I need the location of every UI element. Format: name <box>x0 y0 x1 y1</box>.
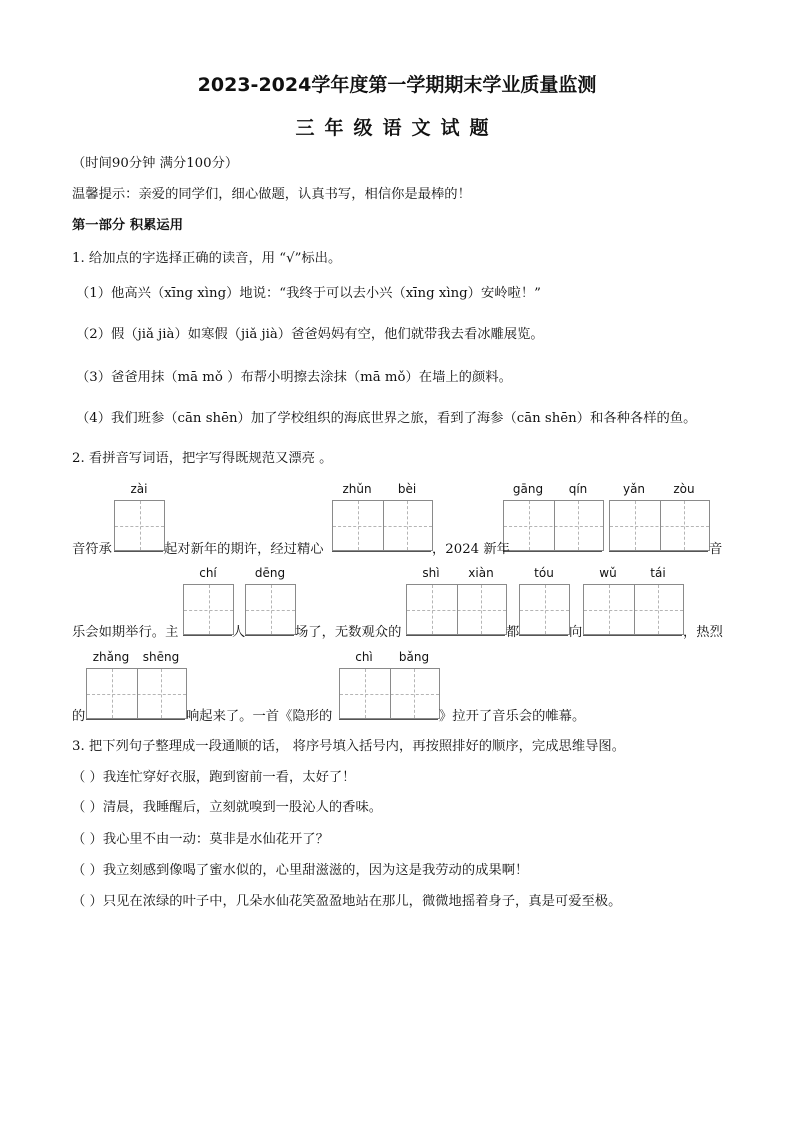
pinyin-label: shì <box>422 566 440 580</box>
q2-text: 向 <box>569 625 583 640</box>
pinyin-label: chí <box>199 566 217 580</box>
q2-text: 的 <box>72 709 86 724</box>
char-grid[interactable] <box>183 584 234 635</box>
q2-text: 乐会如期举行。主 <box>72 625 179 640</box>
pinyin-label: bǎng <box>398 650 430 664</box>
q3-item: （ ）我立刻感到像喝了蜜水似的，心里甜滋滋的，因为这是我劳动的成果啊！ <box>72 863 529 878</box>
q3-item: （ ）只见在浓绿的叶子中，几朵水仙花笑盈盈地站在那儿，微微地摇着身子，真是可爱至极。 <box>72 894 622 909</box>
exam-title: 2023-2024学年度第一学期期末学业质量监测 <box>197 74 597 96</box>
q3-item: （ ）我连忙穿好衣服，跑到窗前一看，太好了！ <box>72 770 356 785</box>
q2-text: 音 <box>709 542 723 557</box>
pinyin-label: xiàn <box>468 566 494 580</box>
q3-prompt: 3. 把下列句子整理成一段通顺的话， 将序号填入括号内，再按照排好的顺序，完成思维导图。 <box>72 739 626 754</box>
pinyin-label: shēng <box>142 650 180 664</box>
q1-prompt: 1. 给加点的字选择正确的读音，用 “√”标出。 <box>72 251 342 266</box>
char-grid[interactable] <box>519 584 570 635</box>
exam-subtitle: 三年级语文试题 <box>295 117 499 139</box>
pinyin-label: zhǎng <box>92 650 130 664</box>
pinyin-label: tóu <box>534 566 554 580</box>
pinyin-label: tái <box>650 566 666 580</box>
pinyin-label: gāng <box>512 482 544 496</box>
char-grid[interactable] <box>339 668 440 719</box>
char-grid[interactable] <box>406 584 507 635</box>
char-grid[interactable] <box>86 668 187 719</box>
q1-item: （2）假（jiǎ jià）如寒假（jiǎ jià）爸爸妈妈有空，他们就带我去看冰雕展览。 <box>76 327 544 342</box>
char-grid[interactable] <box>583 584 684 635</box>
char-grid[interactable] <box>503 500 604 551</box>
pinyin-label: yǎn <box>622 482 646 496</box>
pinyin-label: bèi <box>397 482 417 496</box>
q3-item: （ ）清晨，我睡醒后，立刻就嗅到一股沁人的香味。 <box>72 800 383 815</box>
q2-text: 响起来了。一首《隐形的 <box>186 709 333 724</box>
pinyin-label: zòu <box>673 482 695 496</box>
q2-text: ，热烈 <box>683 625 723 640</box>
pinyin-label: zhǔn <box>342 482 372 496</box>
section-title: 第一部分 积累运用 <box>72 218 184 233</box>
q2-text: 起对新年的期许，经过精心 <box>164 542 324 557</box>
pinyin-label: chì <box>355 650 373 664</box>
time-info: （时间90分钟 满分100分） <box>72 156 239 171</box>
pinyin-label: dēng <box>254 566 286 580</box>
q1-item: （1）他高兴（xīng xìng）地说：“我终于可以去小兴（xīng xìng）安岭啦！” <box>76 286 541 301</box>
q2-text: 人 <box>232 625 246 640</box>
q2-prompt: 2. 看拼音写词语，把字写得既规范又漂亮 。 <box>72 451 333 466</box>
char-grid[interactable] <box>114 500 165 551</box>
q2-text: ，2024 新年 <box>432 542 510 557</box>
q2-text: 场了，无数观众的 <box>295 625 402 640</box>
char-grid[interactable] <box>609 500 710 551</box>
pinyin-label: wǔ <box>599 566 617 580</box>
q2-text: 都 <box>506 625 520 640</box>
q1-item: （4）我们班参（cān shēn）加了学校组织的海底世界之旅，看到了海参（cān shēn）和各种各样的鱼。 <box>76 411 697 426</box>
q3-item: （ ）我心里不由一动：莫非是水仙花开了？ <box>72 832 329 847</box>
q2-text: 音符承 <box>72 542 112 557</box>
tip-text: 温馨提示：亲爱的同学们，细心做题，认真书写，相信你是最棒的！ <box>72 187 471 202</box>
pinyin-label: qín <box>568 482 588 496</box>
char-grid[interactable] <box>332 500 433 551</box>
q2-text: 》拉开了音乐会的帷幕。 <box>439 709 586 724</box>
q1-item: （3）爸爸用抹（mā mǒ ）布帮小明擦去涂抹（mā mǒ）在墙上的颜料。 <box>76 370 512 385</box>
pinyin-label: zài <box>130 482 148 496</box>
char-grid[interactable] <box>245 584 296 635</box>
